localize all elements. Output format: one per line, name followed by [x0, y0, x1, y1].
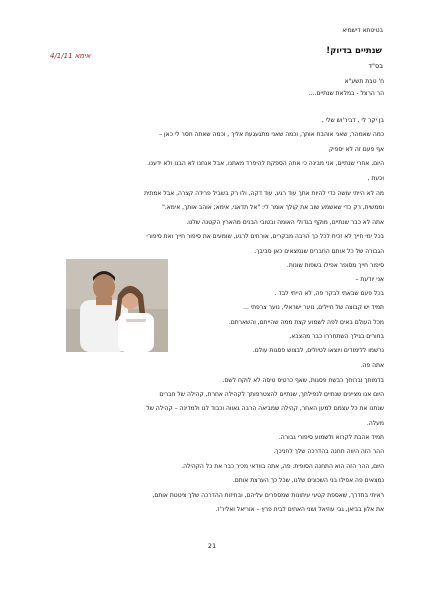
- body-line: נמצאים פה אפילו בני השכונים שלנו, שכל כך הערצת אותם.: [232, 477, 384, 484]
- body-line: ההר הזה היווה תחנה בהדרכה שלך לחניכך.: [273, 448, 384, 455]
- hebrew-date-line: ח' טבת תשע"א: [344, 78, 384, 85]
- body-line: אף פעם זה לא יספיק: [329, 146, 384, 153]
- body-line: בכל פעם שבאתי לבקר פה, לא הייתי לבד .: [274, 290, 384, 297]
- body-line: נרשמו ללימודים ויוצאו לטיולים, לבצוש פסגות עולם.: [252, 347, 384, 354]
- author-date: אימא 4/1/11: [50, 52, 91, 60]
- body-line: בן יקר לי , דביר'וש שלי ,: [321, 117, 384, 124]
- body-line: אני יודעת –: [355, 276, 384, 283]
- location-line: הר הרצל - במלאת שנתיים....: [308, 90, 384, 97]
- body-line: היום אנו מציינים שנתיים לנפילתך, שנתיים להצטרפותך לקהילה אחרת, קהילה של חברים: [159, 391, 384, 398]
- page-number: 21: [207, 542, 217, 550]
- memorial-photo: [66, 259, 168, 352]
- body-line: תמיד יש קבוצה של חיילים, נוער ישראלי, נוער צרפתי ...: [243, 304, 384, 311]
- body-line: בכל ימי חייך לא זכית לכל כך הרבה מבקרים, אורחים לרגע, שומעים את סיפור חייך ואת סיפורי: [146, 233, 384, 240]
- body-line: סיפור חייך מסופר אפילו בשפות שונות.: [286, 262, 384, 269]
- page-title: שנתיים בדיוק!: [326, 46, 382, 56]
- body-line: היום, ההר הזה הוא התחנה הסופית. פה, אתה בוודאי מכיר כבר את כל הקהילה.: [181, 463, 384, 470]
- body-line: אתה פה.: [360, 362, 384, 369]
- bsd-mark: בס"ד: [368, 62, 383, 70]
- body-line: בחורים בגילך השתחררו כבר מהצבא,: [289, 333, 384, 340]
- body-line: היום, אחרי שנתיים, אני מבינה כי אתה הספקת להיפרד מאתנו, אבל אנחנו לא הבנו ולא ידענו.: [147, 160, 384, 167]
- body-line: מכל העולם באים לפה לשמוע קצת ממה שהייתם, והשארתם.: [228, 319, 384, 326]
- body-line: בדמותך וברוחך כבשת פסגות, שאף כרטיס טיסה לא לוקח לשם.: [222, 377, 384, 384]
- body-line: הגבורה של כל אותם החברים שנמצאים כאן סביבך.: [254, 248, 384, 255]
- body-line: מה לא הייתי עושה כדי להיות אתך עוד רגע, עוד דקה, ולו רק בשביל פרידה קצרה, אבל אמתית: [144, 190, 384, 197]
- body-line: שנתנו את כל עצמם למען האחר, קהילה שמביאה הרבה גאווה וכבוד לנו ולמדינה – קהילה של: [146, 405, 384, 412]
- body-line: כמה שאמהר, שאני אוהבת אותך, וכמה שאני מתגעגעת אליך , וכמה שאתה חסר לי כאן –: [159, 131, 384, 138]
- body-line: וממשית, רק כדי שאשמע שוב את קולך אומר לי: "אל תדאגי, אימא; אוהב אותך, אימא.": [162, 204, 384, 211]
- body-line: ראיתי בחדרך, שאספת קטעי עיתונות שמספרים עליהם, ובחיזות ההדרכה שלך ציטטת אותם,: [152, 492, 384, 499]
- body-line: תמיד אהבת לקרוא ולשמוע סיפורי גבורה.: [278, 434, 384, 441]
- running-header: בטיטתא דישמיא: [342, 27, 383, 34]
- body-line: וכעת ,: [367, 175, 384, 182]
- body-line: אתה לא כבר שנתיים, מוקף בגדולי האומה ובטובי הבנים מהארץ הקטנה שלנו.: [186, 219, 384, 226]
- body-line: את אלון בביאן, גבי עוזיאל ושני האחים לבית פרץ – אוריאל ואליר'ז.: [215, 506, 384, 513]
- body-line: מעלה.: [366, 420, 384, 427]
